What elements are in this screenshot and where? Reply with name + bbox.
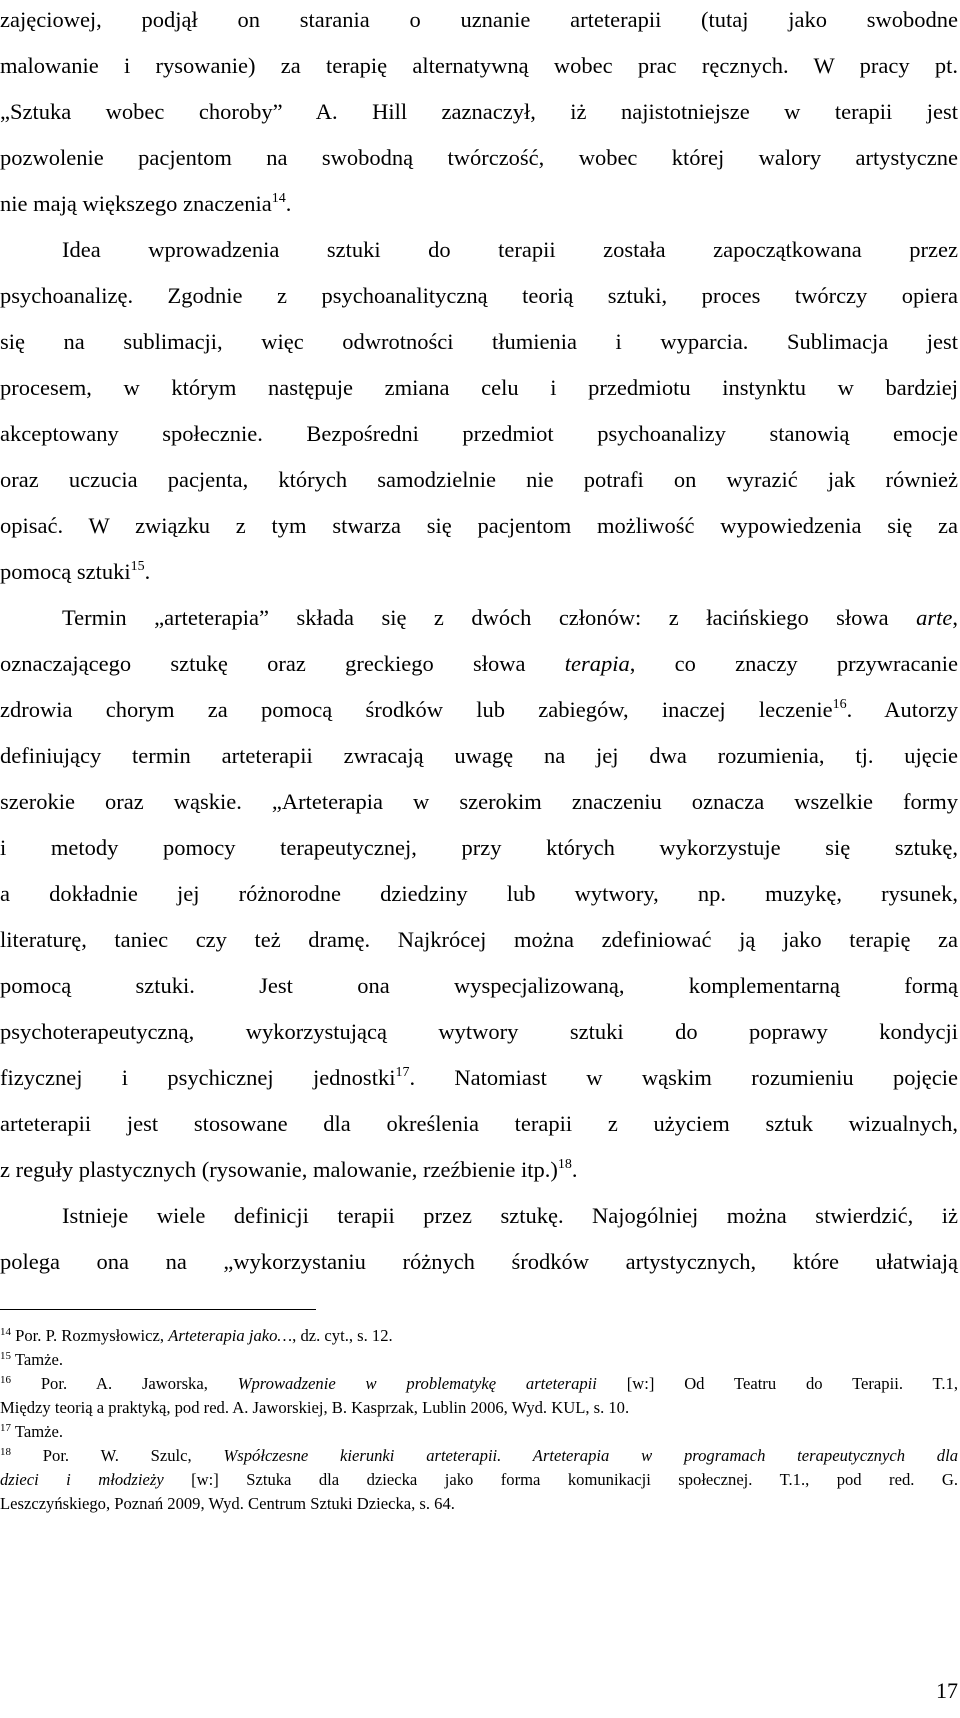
- text-span: Por. W. Szulc,: [11, 1446, 224, 1465]
- text-span: zdrowia chorym za pomocą środków lub zabiegów, inaczej leczenie: [0, 697, 833, 722]
- text-line: procesem, w którym następuje zmiana celu i przedmiotu instynktu w bardziej: [0, 375, 958, 400]
- text-line: [0, 649, 958, 679]
- italic-term: arte: [916, 605, 953, 630]
- text-line: się na sublimacji, więc odwrotności tłumienia i wyparcia. Sublimacja jest: [0, 329, 958, 354]
- text-line: i metody pomocy terapeutycznej, przy których wykorzystuje się sztukę,: [0, 835, 958, 860]
- text-line: pozwolenie pacjentom na swobodną twórczość, wobec której walory artystyczne: [0, 145, 958, 170]
- italic-title: dzieci i młodzieży: [0, 1470, 164, 1489]
- text-line: Istnieje wiele definicji terapii przez sztukę. Najogólniej można stwierdzić, iż: [62, 1203, 958, 1228]
- footnote-ref[interactable]: 17: [395, 1065, 410, 1080]
- text-line: [62, 603, 958, 633]
- text-span: nie mają większego znaczenia: [0, 191, 272, 216]
- text-line: psychoanalizę. Zgodnie z psychoanalityczną teorią sztuki, proces twórczy opiera: [0, 283, 958, 308]
- text-span: .: [285, 191, 292, 216]
- text-line: a dokładnie jej różnorodne dziedziny lub wytwory, np. muzykę, rysunek,: [0, 881, 958, 906]
- footnote-18: [0, 1445, 958, 1469]
- footnote-ref[interactable]: 15: [130, 559, 145, 574]
- footnote-14: [0, 1325, 958, 1349]
- text-span: ,: [952, 605, 958, 630]
- text-line: oraz uczucia pacjenta, których samodzielnie nie potrafi on wyrazić jak również: [0, 467, 958, 492]
- footnote-17: [0, 1421, 958, 1445]
- text-line: psychoterapeutyczną, wykorzystującą wytwory sztuki do poprawy kondycji: [0, 1019, 958, 1044]
- text-span: [w:] Sztuka dla dziecka jako forma komunikacji społecznej. T.1., pod red. G.: [163, 1470, 958, 1489]
- text-span: z reguły plastycznych (rysowanie, malowanie, rzeźbienie itp.): [0, 1157, 558, 1182]
- footnote-number: 15: [0, 1350, 11, 1362]
- footnote-18-cont: Leszczyńskiego, Poznań 2009, Wyd. Centrum Sztuki Dziecka, s. 64.: [0, 1494, 455, 1513]
- footnote-15: [0, 1349, 958, 1373]
- footnote-16: [0, 1373, 958, 1397]
- footnote-ref[interactable]: 16: [832, 697, 847, 712]
- text-line: [0, 189, 958, 223]
- text-line: zajęciowej, podjął on starania o uznanie arteterapii (tutaj jako swobodne: [0, 7, 958, 32]
- text-span: Termin „arteterapia” składa się z dwóch członów: z łacińskiego słowa: [62, 605, 917, 630]
- text-span: Tamże.: [11, 1350, 63, 1369]
- footnote-number: 16: [0, 1374, 11, 1386]
- text-span: oznaczającego sztukę oraz greckiego słowa: [0, 651, 565, 676]
- footnote-16-cont: Między teorią a praktyką, pod red. A. Jaworskiej, B. Kasprzak, Lublin 2006, Wyd. KUL, s. 10.: [0, 1398, 630, 1417]
- text-span: [w:] Od Teatru do Terapii. T.1,: [596, 1374, 958, 1393]
- text-line: [0, 1155, 958, 1189]
- text-line: arteterapii jest stosowane dla określenia terapii z użyciem sztuk wizualnych,: [0, 1111, 958, 1136]
- footnote-number: 14: [0, 1326, 11, 1338]
- text-line: polega ona na „wykorzystaniu różnych środków artystycznych, które ułatwiają: [0, 1249, 958, 1274]
- footnote-ref[interactable]: 18: [557, 1157, 572, 1172]
- text-span: .: [144, 559, 151, 584]
- text-line: akceptowany społecznie. Bezpośredni przedmiot psychoanalizy stanowią emocje: [0, 421, 958, 446]
- text-span: Por. A. Jaworska,: [11, 1374, 238, 1393]
- footnote-number: 17: [0, 1422, 11, 1434]
- text-line: Idea wprowadzenia sztuki do terapii została zapoczątkowana przez: [62, 237, 958, 262]
- footnote-ref[interactable]: 14: [271, 191, 286, 206]
- footnote-divider: [0, 1309, 316, 1310]
- italic-title: Arteterapia jako…: [168, 1326, 293, 1345]
- text-span: , co znaczy przywracanie: [629, 651, 958, 676]
- text-line: [0, 695, 958, 729]
- italic-title: Wprowadzenie w problematykę arteterapii: [237, 1374, 597, 1393]
- text-span: , dz. cyt., s. 12.: [292, 1326, 393, 1345]
- page-number: 17: [936, 1678, 958, 1703]
- text-line: literaturę, taniec czy też dramę. Najkrócej można zdefiniować ją jako terapię za: [0, 927, 958, 952]
- text-span: . Autorzy: [846, 697, 958, 722]
- text-span: . Natomiast w wąskim rozumieniu pojęcie: [409, 1065, 958, 1090]
- text-span: Tamże.: [11, 1422, 63, 1441]
- text-span: .: [571, 1157, 578, 1182]
- text-line: opisać. W związku z tym stwarza się pacjentom możliwość wypowiedzenia się za: [0, 513, 958, 538]
- text-line: „Sztuka wobec choroby” A. Hill zaznaczył, iż najistotniejsze w terapii jest: [0, 99, 958, 124]
- text-span: Por. P. Rozmysłowicz,: [11, 1326, 169, 1345]
- text-line: definiujący termin arteterapii zwracają uwagę na jej dwa rozumienia, tj. ujęcie: [0, 743, 958, 768]
- text-line: malowanie i rysowanie) za terapię alternatywną wobec prac ręcznych. W pracy pt.: [0, 53, 958, 78]
- text-line: [0, 557, 958, 591]
- footnote-number: 18: [0, 1446, 11, 1458]
- italic-title: Współczesne kierunki arteterapii. Arteterapia w programach terapeutycznych dla: [223, 1446, 958, 1465]
- text-line: szerokie oraz wąskie. „Arteterapia w szerokim znaczeniu oznacza wszelkie formy: [0, 789, 958, 814]
- text-span: fizycznej i psychicznej jednostki: [0, 1065, 396, 1090]
- footnote-18-cont: [0, 1469, 958, 1491]
- text-line: [0, 1063, 958, 1097]
- text-span: pomocą sztuki: [0, 559, 131, 584]
- italic-term: terapia: [564, 651, 630, 676]
- text-line: pomocą sztuki. Jest ona wyspecjalizowaną, komplementarną formą: [0, 973, 958, 998]
